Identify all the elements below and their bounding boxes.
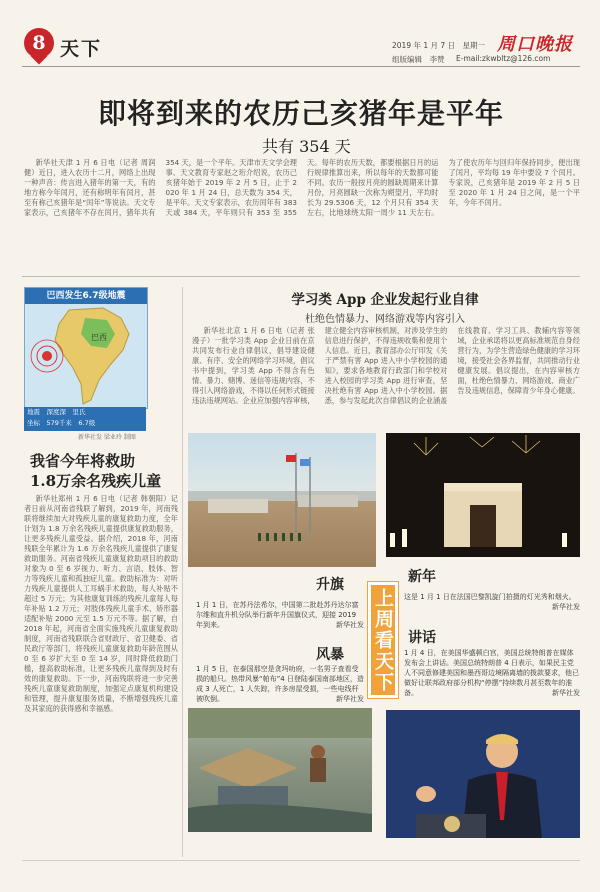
left-column-divider: [182, 287, 183, 857]
paper-logo: 周口晚报: [497, 34, 573, 55]
app-body: [192, 326, 580, 422]
lead-body: [24, 158, 580, 270]
quake-map-graphic: [24, 287, 148, 409]
week-source-speech: 新华社发: [552, 689, 580, 697]
week-source-storm: 新华社发: [336, 695, 364, 703]
fireworks-photo: [386, 433, 580, 557]
speech-scene: [386, 710, 580, 838]
week-caption-flag: [196, 600, 364, 636]
storm-photo: [188, 708, 372, 832]
quake-map-title: 巴西发生6.7级地震: [25, 288, 147, 304]
speech-photo: [386, 710, 580, 838]
header-rule: [22, 66, 580, 67]
flag-raising-photo: [188, 433, 376, 567]
header-editor: 组版编辑 李赞: [392, 55, 445, 64]
lead-bottom-rule: [22, 276, 580, 277]
quake-country-label: 巴西: [91, 333, 107, 342]
quake-credit: 新华社发 梁业玲 制图: [78, 434, 136, 441]
app-body-text: 新华社北京 1 月 6 日电（记者 张漫子）一批学习类 App 企业日前在京共同发布行业自律倡议，倡导建设健康、有序、安全的网络学习环境，倡议书中提到，学习类 App 不得含有色情、暴力、赌博、迷信等违规内容，不得引入网络游戏，不得以任何形式链接违法违规网站。企业应加强内容审核，建立健全内容审核机制，对涉及学生的信息进行保护，不得违规收集和使用个人信息。近日，教育部办公厅印发《关于严禁有害 App 进入中小学校园的通知》，要求各地教育行政部门和学校对进入校园的学习类 App 进行审查，坚决杜绝有害 App 进入中小学校园。据悉，参与发起此次自律倡议的企业涵盖在线教育、学习工具、教辅内容等领域，企业承诺将以更高标准规范自身经营行为，为学生营造绿色健康的学习环境，接受社会各界监督，共同推动行业健康发展。倡议提出，在内容审核方面，杜绝色情暴力、网络游戏、商业广告及违规信息，保障青少年身心健康。: [192, 326, 580, 405]
week-label-storm: 风暴: [316, 647, 344, 663]
disabled-body-text: 新华社郑州 1 月 6 日电（记者 韩朝阳）记者日前从河南省残联了解到，2019 年，河南残联将继续加大对残疾儿童的康复救助力度，全年计划为 1.8 万余名残疾儿童提供康复救助服务，让更多残疾儿童受益。据介绍，2018 年，河南残联全年累计为 1.6 万余名残疾儿童提供了康复救助服务。河南省残疾儿童康复救助项目的救助对象为 0 至 6 岁视力、听力、言语、肢体、智力等残疾儿童和孤独症儿童。救助标准为：对听力残疾儿童提供人工耳蜗手术救助，每人补贴不超过 5 万元；为其他康复训练的残疾儿童每人每年补贴 1.2 万元；对肢体残疾儿童手术、矫形器适配补贴 2000 元至 1.5 万元不等。据了解，自 2018 年起，河南省全面实施残疾儿童康复救助制度，河南省残联联合省财政厅、省卫健委、省民政厅等部门，将残疾儿童康复救助年龄范围从 0 至 6 岁扩大至 0 至 14 岁，同时降低救助门槛，提高救助标准，让更多残疾儿童得到及时有效的康复救助。下一步，河南残联将进一步完善残疾儿童康复救助制度，加强定点康复机构建设和管理，提升康复服务质量，不断增强残疾儿童及其家庭的获得感和幸福感。: [24, 494, 178, 713]
lead-headline: 即将到来的农历己亥猪年是平年: [97, 97, 504, 130]
section-title: 天下: [60, 38, 103, 60]
fireworks-scene: [386, 433, 580, 557]
week-caption-storm: [196, 664, 364, 704]
week-caption-speech-text: 1 月 4 日，在美国华盛顿白宫，美国总统特朗普在媒体发布会上讲话。美国总统特朗普 4 日表示，如果民主党人不同意修建美国和墨西哥边境隔离墙的拨款要求，他已做好让联邦政府部分机构“停摆”持续数月甚至数年的准备。: [404, 649, 579, 697]
disabled-headline-1: 我省今年将救助: [30, 452, 136, 470]
week-caption-speech: [404, 648, 580, 700]
storm-scene: [188, 708, 372, 832]
disabled-headline-2: 1.8万余名残疾儿童: [30, 472, 162, 490]
quake-stats-line-2: 坐标 579千米 6.7级: [27, 419, 96, 427]
week-banner-text: 上周看天下: [372, 588, 394, 693]
week-label-newyear: 新年: [408, 569, 436, 585]
app-subhead: 杜绝色情暴力、网络游戏等内容引入: [305, 314, 465, 325]
week-caption-flag-text: 1 月 1 日，在苏丹法希尔，中国第二批赴苏丹达尔富尔维和直升机分队举行新年升国旗仪式，迎接 2019 年到来。: [196, 601, 359, 629]
quake-stats-box: [24, 407, 146, 431]
page-bottom-rule: [22, 860, 580, 861]
header-date: 2019 年 1 月 7 日 星期一: [392, 41, 486, 50]
disabled-body: [24, 494, 178, 854]
lead-subhead: 共有 354 天: [262, 137, 351, 156]
week-caption-newyear: [404, 592, 580, 612]
south-america-map: [25, 304, 147, 408]
quake-stats-line-1: 地震 深度深 里氏: [27, 408, 86, 416]
week-label-flag: 升旗: [316, 577, 344, 593]
flag-scene: [188, 433, 376, 567]
week-source-newyear: 新华社发: [552, 603, 580, 611]
lead-body-text: 新华社天津 1 月 6 日电（记者 周润健）近日，进入农历十二月，网络上出现一种声音：传言进入猪年的第一天，有的地方称今年闰月，还有称明年有闰月，甚至有称己亥猪年是“闰年”等说法。天文专家表示，己亥猪年不存在闰月，猪年共有 354 天，是一个平年。天津市天文学会理事、天文教育专家赵之珩介绍说，农历己亥猪年始于 2019 年 2 月 5 日，止于 2020 年 1 月 24 日，总天数为 354 天，是平年。天文专家表示，农历闰年有 383 天或 384 天，平年则只有 353 至 355 天。每年的农历天数，都要根据日月的运行规律推算出来，所以每年的天数都可能不同。农历一般按月亮的圆缺周期来计算月份，月亮圆缺一次称为朔望月，平均时长为 29.5306 天，12 个月只有 354 天左右，比地球绕太阳一周少 11 天左右。为了使农历年与回归年保持同步，便出现了闰月，平均每 19 年中要设 7 个闰月。专家说，己亥猪年是 2019 年 2 月 5 日至 2020 年 1 月 24 日之间，是一个平年，今年不闰月。: [24, 158, 580, 217]
week-label-speech: 讲话: [408, 630, 436, 646]
header-email: E-mail:zkwbltz@126.com: [456, 54, 551, 63]
page-number: 8: [32, 32, 46, 54]
app-headline: 学习类 App 企业发起行业自律: [291, 292, 479, 308]
week-caption-storm-text: 1 月 5 日，在泰国那空是贪玛叻府，一名男子查看受损的船只。热带风暴“帕布”4 日登陆泰国南部地区，造成 3 人死亡，1 人失踪，许多房屋受损，一些电线杆被吹倒。: [196, 665, 364, 703]
week-caption-newyear-text: 这是 1 月 1 日在法国巴黎凯旋门拍摄的灯光秀和烟火。: [404, 593, 576, 601]
week-source-flag: 新华社发: [336, 621, 364, 629]
